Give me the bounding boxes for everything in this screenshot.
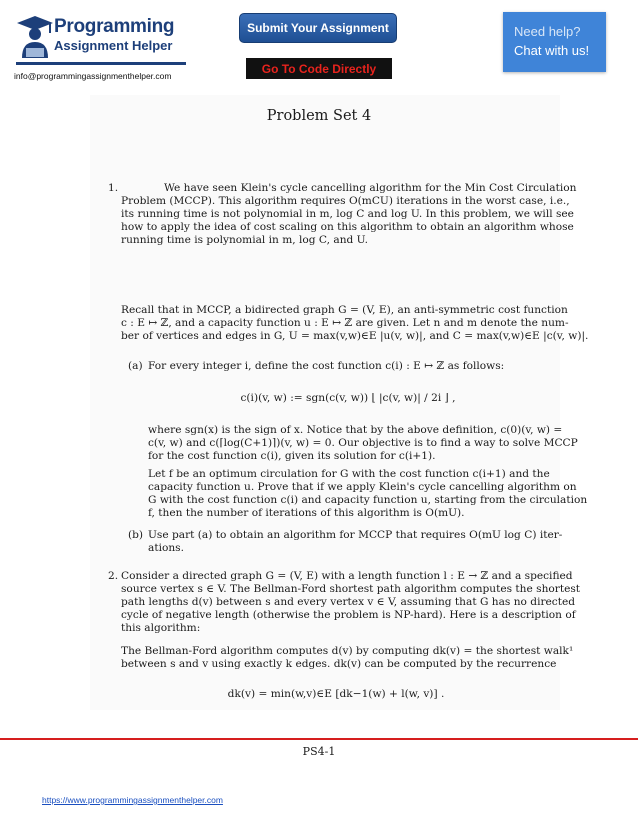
help-line1: Need help? bbox=[514, 24, 581, 39]
page-number: PS4-1 bbox=[302, 745, 336, 758]
footer-separator bbox=[0, 738, 638, 740]
help-chat-widget[interactable] bbox=[503, 12, 606, 72]
part-a-line: for the cost function c(i), given its solution for c(i+1). bbox=[148, 450, 436, 462]
graduate-icon bbox=[16, 14, 54, 60]
problem-1-line: how to apply the idea of cost scaling on this algorithm to obtain an algorithm whose bbox=[121, 221, 574, 233]
part-a-label: (a) bbox=[128, 360, 143, 372]
logo-subtitle: Assignment Helper bbox=[54, 38, 173, 53]
help-line2: Chat with us! bbox=[514, 43, 590, 58]
part-a-intro: For every integer i, define the cost function c(i) : E ↦ ℤ as follows: bbox=[148, 360, 505, 372]
submit-assignment-button[interactable]: Submit Your Assignment bbox=[239, 13, 397, 43]
part-b-line: ations. bbox=[148, 542, 184, 554]
recall-line: ber of vertices and edges in G, U = max(v,w)∈E |u(v, w)|, and C = max(v,w)∈E |c(v, w)|. bbox=[121, 330, 589, 342]
problem-2-line: path lengths d(v) between s and every vertex v ∈ V, assuming that G has no directed bbox=[121, 596, 576, 608]
problem-2-line: this algorithm: bbox=[121, 622, 201, 634]
problem-1-number: 1. bbox=[108, 182, 119, 194]
part-a-line: capacity function u. Prove that if we apply Klein's cycle cancelling algorithm on bbox=[148, 481, 577, 493]
bellman-ford-recurrence: dk(v) = min(w,v)∈E [dk−1(w) + l(w, v)] . bbox=[227, 688, 445, 700]
problem-2-line: Consider a directed graph G = (V, E) with a length function l : E → ℤ and a specified bbox=[121, 570, 573, 582]
part-a-line: f, then the number of iterations of this algorithm is O(mU). bbox=[148, 507, 465, 519]
website-link[interactable]: https://www.programmingassignmenthelper.com bbox=[42, 795, 223, 805]
problem-1-line: running time is polynomial in m, log C, and U. bbox=[121, 234, 368, 246]
problem-2-line: The Bellman-Ford algorithm computes d(v) by computing dk(v) = the shortest walk¹ bbox=[121, 645, 574, 657]
part-a-line: G with the cost function c(i) and capacity function u, starting from the circulation bbox=[148, 494, 588, 506]
contact-email[interactable]: info@programmingassignmenthelper.com bbox=[14, 71, 172, 81]
logo-underline bbox=[16, 62, 186, 65]
part-a-line: where sgn(x) is the sign of x. Notice that by the above definition, c(0)(v, w) = bbox=[148, 424, 563, 436]
brand-logo[interactable] bbox=[16, 12, 186, 64]
part-b-line: Use part (a) to obtain an algorithm for MCCP that requires O(mU log C) iter- bbox=[148, 529, 563, 541]
problem-1-line: its running time is not polynomial in m, log C and log U. In this problem, we will see bbox=[121, 208, 574, 220]
problem-1-line: We have seen Klein's cycle cancelling algorithm for the Min Cost Circulation bbox=[164, 182, 577, 194]
part-b-label: (b) bbox=[128, 529, 144, 541]
problem-2-line: source vertex s ∈ V. The Bellman-Ford shortest path algorithm computes the shortest bbox=[121, 583, 581, 595]
part-a-line: c(v, w) and c(⌈log(C+1)⌉)(v, w) = 0. Our objective is to find a way to solve MCCP bbox=[148, 437, 578, 449]
part-a-line: Let f be an optimum circulation for G with the cost function c(i+1) and the bbox=[148, 468, 550, 480]
problem-1-line: Problem (MCCP). This algorithm requires O(mCU) iterations in the worst case, i.e., bbox=[121, 195, 570, 207]
cost-function-formula: c(i)(v, w) := sgn(c(v, w)) ⌊ |c(v, w)| / 2i ⌋ , bbox=[240, 392, 456, 404]
logo-title: Programming bbox=[54, 16, 175, 37]
go-to-code-button[interactable]: Go To Code Directly bbox=[246, 58, 392, 79]
problem-2-line: between s and v using exactly k edges. dk(v) can be computed by the recurrence bbox=[121, 658, 557, 670]
problem-2-number: 2. bbox=[108, 570, 119, 582]
page-title: Problem Set 4 bbox=[266, 108, 372, 124]
recall-line: c : E ↦ ℤ, and a capacity function u : E ↦ ℤ are given. Let n and m denote the num- bbox=[121, 317, 569, 329]
recall-line: Recall that in MCCP, a bidirected graph G = (V, E), an anti-symmetric cost function bbox=[121, 304, 568, 316]
problem-2-line: cycle of negative length (otherwise the problem is NP-hard). Here is a description of bbox=[121, 609, 576, 621]
